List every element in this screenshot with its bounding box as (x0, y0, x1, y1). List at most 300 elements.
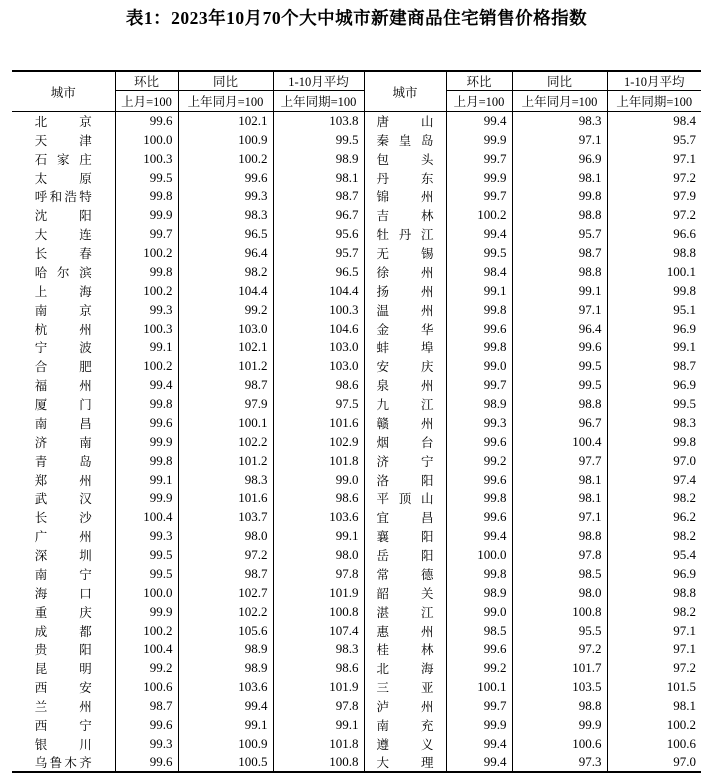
avg-cell-right: 96.6 (607, 225, 701, 244)
mom-cell-left: 100.2 (115, 244, 178, 263)
avg-cell-right: 100.1 (607, 263, 701, 282)
city-cell-left (12, 300, 115, 319)
header-yoy-base-left: 上年同月=100 (178, 91, 273, 112)
avg-cell-left: 100.8 (273, 753, 364, 772)
avg-cell-left: 101.9 (273, 583, 364, 602)
table-row (12, 621, 701, 640)
yoy-cell-left: 100.9 (178, 734, 273, 753)
city-cell-right (364, 753, 446, 772)
city-cell-left (12, 753, 115, 772)
mom-cell-right: 99.9 (446, 130, 512, 149)
avg-cell-left: 98.6 (273, 489, 364, 508)
city-name: 惠州 (376, 624, 434, 639)
city-cell-right (364, 357, 446, 376)
table-row (12, 244, 701, 263)
avg-cell-left: 104.4 (273, 281, 364, 300)
city-name: 平顶山 (376, 492, 434, 507)
header-row-2 (12, 91, 701, 112)
avg-cell-left: 95.7 (273, 244, 364, 263)
table-row (12, 697, 701, 716)
mom-cell-right: 99.6 (446, 470, 512, 489)
city-cell-right (364, 414, 446, 433)
yoy-cell-left: 99.1 (178, 716, 273, 735)
city-name: 长春 (34, 247, 92, 262)
yoy-cell-right: 97.1 (512, 508, 607, 527)
yoy-cell-right: 100.4 (512, 432, 607, 451)
city-name: 青岛 (34, 454, 92, 469)
yoy-cell-left: 101.6 (178, 489, 273, 508)
avg-cell-left: 101.6 (273, 414, 364, 433)
city-name: 常德 (376, 567, 434, 582)
avg-cell-left: 107.4 (273, 621, 364, 640)
city-name: 岳阳 (376, 549, 434, 564)
table-row (12, 225, 701, 244)
mom-cell-left: 99.6 (115, 112, 178, 131)
yoy-cell-right: 95.5 (512, 621, 607, 640)
yoy-cell-right: 98.7 (512, 244, 607, 263)
mom-cell-right: 98.4 (446, 263, 512, 282)
city-name: 泸州 (376, 700, 434, 715)
city-name: 吉林 (376, 209, 434, 224)
yoy-cell-left: 99.2 (178, 300, 273, 319)
city-name: 杭州 (34, 322, 92, 337)
table-row (12, 753, 701, 772)
yoy-cell-left: 101.2 (178, 451, 273, 470)
avg-cell-left: 103.6 (273, 508, 364, 527)
avg-cell-right: 99.5 (607, 395, 701, 414)
yoy-cell-right: 98.5 (512, 565, 607, 584)
mom-cell-right: 99.8 (446, 338, 512, 357)
city-cell-right (364, 206, 446, 225)
header-avg-right: 1-10月平均 (607, 71, 701, 91)
table-row (12, 112, 701, 131)
city-name: 徐州 (376, 265, 434, 280)
city-name: 贵阳 (34, 643, 92, 658)
yoy-cell-left: 100.9 (178, 130, 273, 149)
mom-cell-right: 98.5 (446, 621, 512, 640)
city-cell-right (364, 583, 446, 602)
city-cell-right (364, 716, 446, 735)
city-cell-left (12, 659, 115, 678)
avg-cell-right: 98.2 (607, 527, 701, 546)
mom-cell-right: 99.0 (446, 357, 512, 376)
yoy-cell-left: 102.1 (178, 338, 273, 357)
yoy-cell-left: 105.6 (178, 621, 273, 640)
avg-cell-left: 100.3 (273, 300, 364, 319)
city-name: 三亚 (376, 681, 434, 696)
yoy-cell-left: 98.0 (178, 527, 273, 546)
avg-cell-left: 100.8 (273, 602, 364, 621)
yoy-cell-right: 96.9 (512, 149, 607, 168)
avg-cell-right: 95.4 (607, 546, 701, 565)
mom-cell-left: 100.4 (115, 640, 178, 659)
yoy-cell-left: 100.1 (178, 414, 273, 433)
avg-cell-right: 97.2 (607, 659, 701, 678)
city-cell-left (12, 546, 115, 565)
mom-cell-left: 99.4 (115, 376, 178, 395)
city-name: 丹东 (376, 171, 434, 186)
mom-cell-right: 99.7 (446, 187, 512, 206)
yoy-cell-right: 99.9 (512, 716, 607, 735)
mom-cell-left: 99.1 (115, 470, 178, 489)
table-row (12, 546, 701, 565)
yoy-cell-left: 99.6 (178, 168, 273, 187)
yoy-cell-left: 99.4 (178, 697, 273, 716)
city-cell-right (364, 376, 446, 395)
city-name: 洛阳 (376, 473, 434, 488)
city-cell-left (12, 319, 115, 338)
yoy-cell-right: 97.7 (512, 451, 607, 470)
mom-cell-right: 99.8 (446, 489, 512, 508)
mom-cell-right: 99.6 (446, 640, 512, 659)
avg-cell-left: 101.9 (273, 678, 364, 697)
avg-cell-left: 97.8 (273, 565, 364, 584)
city-cell-right (364, 508, 446, 527)
yoy-cell-left: 97.9 (178, 395, 273, 414)
yoy-cell-left: 98.3 (178, 206, 273, 225)
yoy-cell-left: 98.2 (178, 263, 273, 282)
table-row (12, 432, 701, 451)
city-name: 呼和浩特 (34, 190, 92, 205)
city-name: 宜昌 (376, 511, 434, 526)
yoy-cell-left: 96.4 (178, 244, 273, 263)
city-name: 赣州 (376, 416, 434, 431)
mom-cell-right: 99.7 (446, 149, 512, 168)
city-cell-right (364, 621, 446, 640)
mom-cell-right: 99.6 (446, 319, 512, 338)
table-row (12, 187, 701, 206)
table-row (12, 508, 701, 527)
yoy-cell-left: 99.3 (178, 187, 273, 206)
mom-cell-left: 99.6 (115, 414, 178, 433)
yoy-cell-right: 97.2 (512, 640, 607, 659)
mom-cell-right: 99.2 (446, 451, 512, 470)
city-name: 宁波 (34, 341, 92, 356)
avg-cell-right: 98.2 (607, 602, 701, 621)
city-cell-right (364, 338, 446, 357)
mom-cell-left: 99.2 (115, 659, 178, 678)
city-cell-left (12, 470, 115, 489)
mom-cell-right: 100.1 (446, 678, 512, 697)
mom-cell-right: 99.8 (446, 300, 512, 319)
city-name: 韶关 (376, 586, 434, 601)
avg-cell-left: 104.6 (273, 319, 364, 338)
avg-cell-right: 100.6 (607, 734, 701, 753)
table-row (12, 451, 701, 470)
city-name: 泉州 (376, 379, 434, 394)
header-avg-base-left: 上年同期=100 (273, 91, 364, 112)
mom-cell-right: 99.7 (446, 697, 512, 716)
city-name: 银川 (34, 737, 92, 752)
city-cell-left (12, 697, 115, 716)
table-row (12, 376, 701, 395)
city-cell-right (364, 263, 446, 282)
city-cell-right (364, 300, 446, 319)
header-yoy-left: 同比 (178, 71, 273, 91)
city-name: 蚌埠 (376, 341, 434, 356)
avg-cell-right: 97.1 (607, 640, 701, 659)
yoy-cell-right: 97.1 (512, 130, 607, 149)
yoy-cell-left: 102.7 (178, 583, 273, 602)
city-name: 太原 (34, 171, 92, 186)
avg-cell-left: 98.1 (273, 168, 364, 187)
table-row (12, 640, 701, 659)
table-row (12, 489, 701, 508)
mom-cell-right: 100.2 (446, 206, 512, 225)
city-cell-right (364, 130, 446, 149)
city-cell-right (364, 319, 446, 338)
yoy-cell-left: 102.2 (178, 602, 273, 621)
city-cell-right (364, 168, 446, 187)
mom-cell-left: 99.8 (115, 395, 178, 414)
city-cell-left (12, 508, 115, 527)
avg-cell-left: 102.9 (273, 432, 364, 451)
yoy-cell-right: 99.6 (512, 338, 607, 357)
table-row (12, 527, 701, 546)
mom-cell-right: 99.6 (446, 432, 512, 451)
avg-cell-right: 97.2 (607, 206, 701, 225)
mom-cell-right: 99.0 (446, 602, 512, 621)
avg-cell-right: 97.1 (607, 149, 701, 168)
city-cell-left (12, 621, 115, 640)
avg-cell-right: 97.4 (607, 470, 701, 489)
mom-cell-right: 99.4 (446, 112, 512, 131)
table-body (12, 112, 701, 773)
avg-cell-right: 99.1 (607, 338, 701, 357)
mom-cell-left: 99.1 (115, 338, 178, 357)
yoy-cell-right: 98.8 (512, 527, 607, 546)
header-city-right: 城市 (364, 71, 446, 112)
avg-cell-left: 101.8 (273, 451, 364, 470)
yoy-cell-right: 97.1 (512, 300, 607, 319)
city-cell-left (12, 527, 115, 546)
avg-cell-left: 101.8 (273, 734, 364, 753)
city-name: 唐山 (376, 115, 434, 130)
city-name: 济宁 (376, 454, 434, 469)
city-cell-left (12, 376, 115, 395)
mom-cell-left: 99.9 (115, 489, 178, 508)
avg-cell-right: 96.9 (607, 376, 701, 395)
city-cell-left (12, 432, 115, 451)
city-name: 无锡 (376, 247, 434, 262)
mom-cell-left: 99.8 (115, 263, 178, 282)
city-cell-left (12, 414, 115, 433)
avg-cell-right: 97.9 (607, 187, 701, 206)
city-name: 扬州 (376, 284, 434, 299)
city-name: 锦州 (376, 190, 434, 205)
city-cell-right (364, 678, 446, 697)
mom-cell-right: 99.4 (446, 225, 512, 244)
avg-cell-right: 99.8 (607, 281, 701, 300)
table-row (12, 149, 701, 168)
avg-cell-left: 103.8 (273, 112, 364, 131)
yoy-cell-left: 98.7 (178, 376, 273, 395)
city-name: 遵义 (376, 737, 434, 752)
city-name: 南充 (376, 718, 434, 733)
header-city-left: 城市 (12, 71, 115, 112)
header-avg-base-right: 上年同期=100 (607, 91, 701, 112)
yoy-cell-right: 98.8 (512, 395, 607, 414)
yoy-cell-left: 100.5 (178, 753, 273, 772)
city-cell-left (12, 602, 115, 621)
table-row (12, 338, 701, 357)
avg-cell-right: 99.8 (607, 432, 701, 451)
yoy-cell-right: 98.1 (512, 168, 607, 187)
city-cell-right (364, 112, 446, 131)
city-name: 海口 (34, 586, 92, 601)
city-name: 牡丹江 (376, 228, 434, 243)
city-cell-right (364, 149, 446, 168)
city-name: 金华 (376, 322, 434, 337)
yoy-cell-left: 103.7 (178, 508, 273, 527)
city-cell-right (364, 187, 446, 206)
city-name: 南京 (34, 303, 92, 318)
avg-cell-right: 98.8 (607, 244, 701, 263)
table-row (12, 414, 701, 433)
yoy-cell-left: 98.9 (178, 659, 273, 678)
avg-cell-right: 96.9 (607, 565, 701, 584)
yoy-cell-right: 98.1 (512, 489, 607, 508)
city-name: 兰州 (34, 700, 92, 715)
avg-cell-right: 100.2 (607, 716, 701, 735)
avg-cell-right: 97.0 (607, 451, 701, 470)
avg-cell-left: 99.0 (273, 470, 364, 489)
city-cell-left (12, 640, 115, 659)
mom-cell-left: 99.9 (115, 206, 178, 225)
yoy-cell-left: 101.2 (178, 357, 273, 376)
avg-cell-right: 97.2 (607, 168, 701, 187)
mom-cell-left: 99.3 (115, 300, 178, 319)
city-name: 湛江 (376, 605, 434, 620)
yoy-cell-right: 99.5 (512, 357, 607, 376)
yoy-cell-left: 96.5 (178, 225, 273, 244)
mom-cell-right: 99.1 (446, 281, 512, 300)
price-index-table (12, 70, 701, 773)
city-name: 成都 (34, 624, 92, 639)
table-row (12, 206, 701, 225)
city-name: 天津 (34, 133, 92, 148)
yoy-cell-right: 99.1 (512, 281, 607, 300)
table-row (12, 583, 701, 602)
city-cell-left (12, 187, 115, 206)
avg-cell-right: 95.7 (607, 130, 701, 149)
table-row (12, 659, 701, 678)
header-mom-left: 环比 (115, 71, 178, 91)
city-cell-left (12, 206, 115, 225)
city-cell-right (364, 281, 446, 300)
city-name: 西宁 (34, 718, 92, 733)
table-row (12, 319, 701, 338)
yoy-cell-right: 98.8 (512, 697, 607, 716)
mom-cell-left: 100.0 (115, 583, 178, 602)
header-mom-base-left: 上月=100 (115, 91, 178, 112)
city-cell-right (364, 697, 446, 716)
city-name: 乌鲁木齐 (34, 756, 92, 771)
city-cell-left (12, 112, 115, 131)
table-row (12, 734, 701, 753)
yoy-cell-left: 102.1 (178, 112, 273, 131)
city-cell-left (12, 583, 115, 602)
avg-cell-left: 98.0 (273, 546, 364, 565)
avg-cell-right: 98.7 (607, 357, 701, 376)
city-cell-left (12, 489, 115, 508)
avg-cell-left: 103.0 (273, 338, 364, 357)
mom-cell-left: 100.6 (115, 678, 178, 697)
table-row (12, 357, 701, 376)
mom-cell-right: 99.4 (446, 753, 512, 772)
mom-cell-left: 99.5 (115, 546, 178, 565)
city-name: 包头 (376, 152, 434, 167)
city-cell-left (12, 734, 115, 753)
table-header (12, 71, 701, 112)
city-name: 西安 (34, 681, 92, 696)
city-cell-right (364, 470, 446, 489)
city-name: 重庆 (34, 605, 92, 620)
city-name: 石家庄 (34, 152, 92, 167)
mom-cell-left: 100.3 (115, 319, 178, 338)
avg-cell-left: 97.8 (273, 697, 364, 716)
avg-cell-right: 98.8 (607, 583, 701, 602)
yoy-cell-left: 102.2 (178, 432, 273, 451)
mom-cell-right: 99.9 (446, 716, 512, 735)
avg-cell-left: 99.1 (273, 527, 364, 546)
yoy-cell-right: 100.8 (512, 602, 607, 621)
yoy-cell-left: 97.2 (178, 546, 273, 565)
mom-cell-left: 100.2 (115, 357, 178, 376)
city-cell-right (364, 432, 446, 451)
header-mom-base-right: 上月=100 (446, 91, 512, 112)
mom-cell-left: 99.5 (115, 565, 178, 584)
avg-cell-left: 99.5 (273, 130, 364, 149)
avg-cell-right: 98.3 (607, 414, 701, 433)
mom-cell-right: 99.9 (446, 168, 512, 187)
yoy-cell-right: 103.5 (512, 678, 607, 697)
city-name: 济南 (34, 435, 92, 450)
avg-cell-left: 98.3 (273, 640, 364, 659)
header-mom-right: 环比 (446, 71, 512, 91)
table-row (12, 168, 701, 187)
yoy-cell-left: 104.4 (178, 281, 273, 300)
table-row (12, 130, 701, 149)
mom-cell-right: 99.6 (446, 508, 512, 527)
mom-cell-left: 100.2 (115, 281, 178, 300)
yoy-cell-right: 97.3 (512, 753, 607, 772)
city-name: 南昌 (34, 416, 92, 431)
city-name: 温州 (376, 303, 434, 318)
table-row (12, 395, 701, 414)
header-avg-left: 1-10月平均 (273, 71, 364, 91)
city-cell-left (12, 149, 115, 168)
mom-cell-left: 100.3 (115, 149, 178, 168)
city-cell-right (364, 225, 446, 244)
city-cell-left (12, 678, 115, 697)
avg-cell-left: 98.9 (273, 149, 364, 168)
yoy-cell-left: 103.6 (178, 678, 273, 697)
city-name: 安庆 (376, 360, 434, 375)
table-row (12, 470, 701, 489)
table-row (12, 678, 701, 697)
yoy-cell-right: 99.8 (512, 187, 607, 206)
yoy-cell-left: 98.7 (178, 565, 273, 584)
avg-cell-left: 97.5 (273, 395, 364, 414)
table-row (12, 263, 701, 282)
city-name: 广州 (34, 530, 92, 545)
city-cell-left (12, 565, 115, 584)
header-yoy-right: 同比 (512, 71, 607, 91)
city-cell-left (12, 244, 115, 263)
avg-cell-right: 98.2 (607, 489, 701, 508)
avg-cell-left: 96.5 (273, 263, 364, 282)
